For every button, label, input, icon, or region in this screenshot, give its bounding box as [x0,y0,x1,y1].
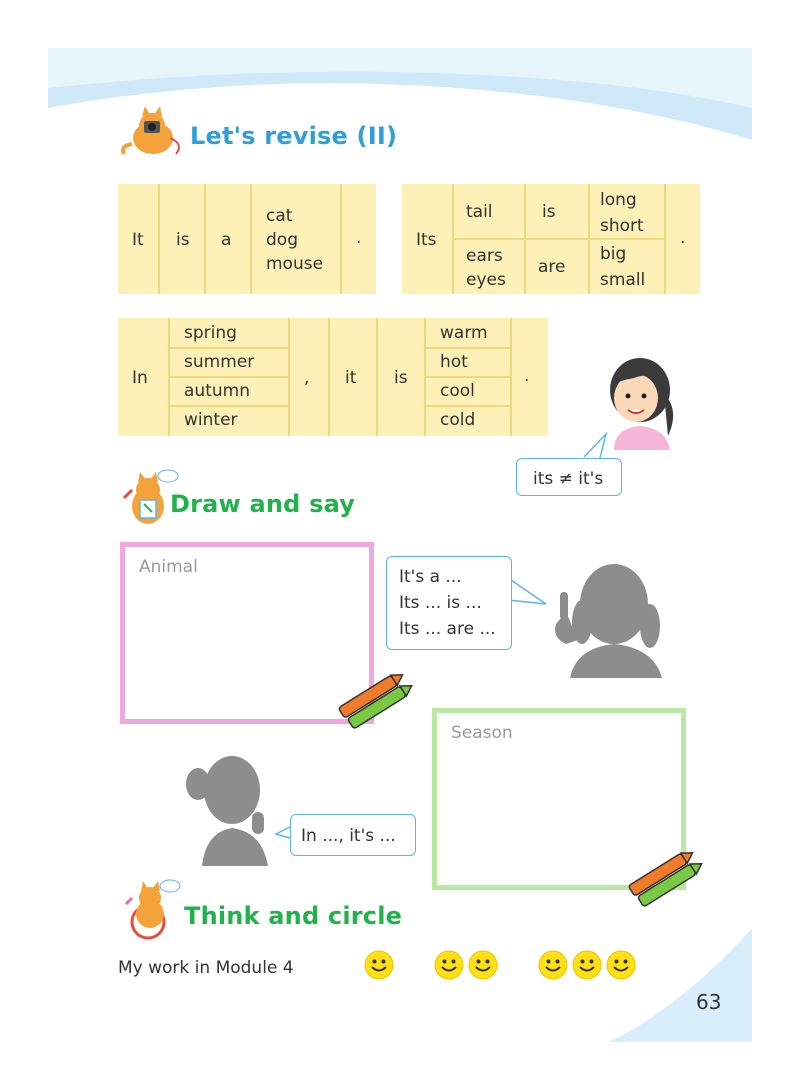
word-spring: spring [184,323,237,343]
bubble1-line-1: It's a ... [399,567,462,587]
frame-label-animal: Animal [139,557,198,577]
speech-bubble-2 [290,814,416,856]
sentence-table-seasons [118,318,548,436]
word-is-3: is [394,368,408,388]
smiley-face-icon [364,950,394,980]
period: . [524,366,530,386]
crayons-icon [624,848,704,910]
word-dog: dog [266,230,298,250]
word-it-2: it [345,368,357,388]
self-assessment-prompt: My work in Module 4 [118,958,294,978]
bubble1-line-2: Its ... is ... [399,593,482,613]
sentence-table-its [402,184,700,294]
section-heading-draw-and-say: Draw and say [170,490,356,518]
word-cat: cat [266,206,293,226]
word-big: big [600,244,627,264]
word-winter: winter [184,410,238,430]
cat-camera-icon [118,106,188,160]
word-it: It [132,230,144,250]
smiley-face-icon [468,950,498,980]
rating-option-3[interactable] [538,950,640,980]
page-number: 63 [696,990,722,1014]
note-bubble [516,458,622,496]
comma: , [304,368,310,388]
word-a: a [221,230,232,250]
note-text: its ≠ it's [533,469,604,489]
bubble1-line-3: Its ... are ... [399,619,496,639]
word-tail: tail [466,202,493,222]
cat-circle-icon [118,878,186,940]
word-cool: cool [440,381,475,401]
rating-option-2[interactable] [434,950,502,980]
word-its: Its [416,230,437,250]
word-mouse: mouse [266,254,324,274]
word-cold: cold [440,410,476,430]
word-hot: hot [440,352,468,372]
smiley-face-icon [538,950,568,980]
rating-option-1[interactable] [364,950,398,980]
smiley-face-icon [434,950,464,980]
sentence-table-it-is-a [118,184,376,294]
girl-silhouette-pigtails [542,552,670,678]
crayons-icon [334,670,414,732]
word-small: small [600,270,646,290]
word-long: long [600,190,637,210]
bubble2-text: In ..., it's ... [301,826,396,846]
period: . [356,228,362,248]
word-warm: warm [440,323,488,343]
textbook-page [48,48,752,1042]
word-is-2: is [542,202,556,222]
word-autumn: autumn [184,381,250,401]
word-summer: summer [184,352,255,372]
word-in: In [132,368,148,388]
word-are: are [538,257,566,277]
word-short: short [600,216,644,236]
section-heading-think-and-circle: Think and circle [184,902,403,930]
word-eyes: eyes [466,270,506,290]
speech-bubble-1 [386,556,512,650]
word-is: is [176,230,190,250]
period: . [680,228,686,248]
girl-silhouette-ponytail [180,748,280,866]
smiley-face-icon [606,950,636,980]
footer-wave [608,928,752,1042]
smiley-face-icon [572,950,602,980]
frame-label-season: Season [451,723,513,743]
section-heading-revise: Let's revise (II) [190,122,398,150]
word-ears: ears [466,246,503,266]
